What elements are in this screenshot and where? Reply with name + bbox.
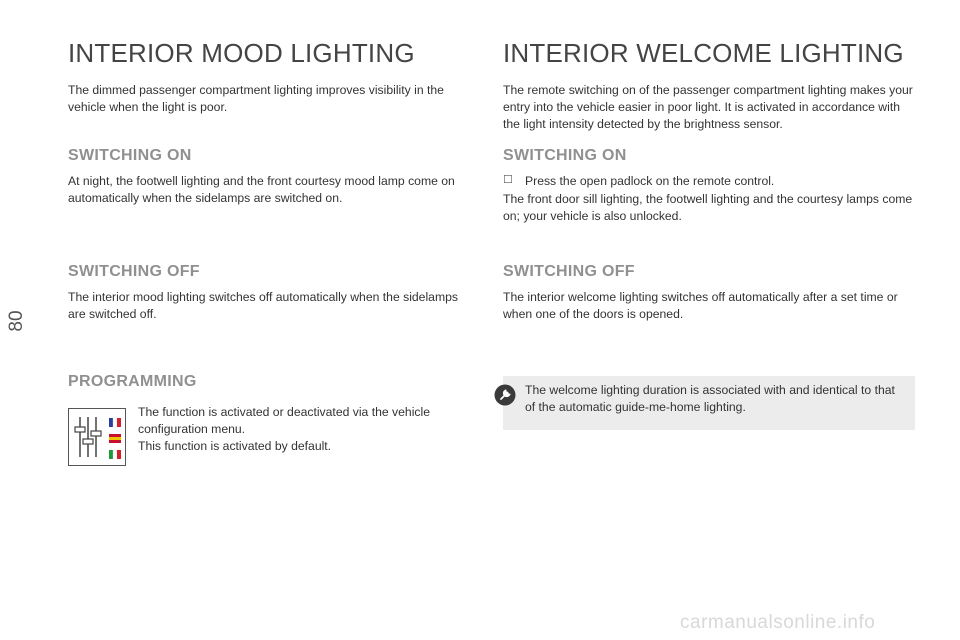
left-column: [68, 38, 468, 453]
left-switching-on-text: At night, the footwell lighting and the front courtesy mood lamp come on automatically when the sidelamps are switched on.: [68, 174, 455, 205]
right-intro: The remote switching on of the passenger compartment lighting makes your entry into the vehicle easier in poor light. It is activated in accordance with the light intensity detected by the brightness sensor.: [503, 83, 913, 131]
right-switching-on-text: The front door sill lighting, the footwell lighting and the courtesy lamps come on; your vehicle is also unlocked.: [503, 192, 913, 223]
configuration-menu-icon: [68, 408, 126, 466]
programming-heading: PROGRAMMING: [68, 373, 197, 390]
left-intro: The dimmed passenger compartment lighting improves visibility in the vehicle when the light is poor.: [68, 83, 444, 114]
left-switching-off-heading: SWITCHING OFF: [68, 263, 200, 280]
right-title: INTERIOR WELCOME LIGHTING: [503, 38, 904, 68]
wrench-info-icon: [494, 384, 516, 406]
left-title: INTERIOR MOOD LIGHTING: [68, 38, 415, 68]
right-switching-on-bullet-text: Press the open padlock on the remote control.: [525, 174, 775, 188]
left-switching-on-heading: SWITCHING ON: [68, 147, 192, 164]
right-switching-off-heading: SWITCHING OFF: [503, 263, 635, 280]
programming-text-2: This function is activated by default.: [138, 439, 332, 453]
right-switching-on-heading: SWITCHING ON: [503, 147, 627, 164]
right-switching-off-text: The interior welcome lighting switches off automatically after a set time or when one of the doors is opened.: [503, 290, 898, 321]
checkbox-bullet-icon: ☐: [503, 174, 513, 186]
right-column: [503, 38, 918, 414]
page-number: 80: [6, 310, 27, 332]
info-text: The welcome lighting duration is associated with and identical to that of the automatic guide-me-home lighting.: [525, 383, 895, 414]
left-switching-off-text: The interior mood lighting switches off automatically when the sidelamps are switched off.: [68, 290, 458, 321]
programming-text-1: The function is activated or deactivated via the vehicle configuration menu.: [138, 405, 430, 436]
watermark: carmanualsonline.info: [680, 612, 876, 633]
right-switching-on-bullet: [503, 173, 774, 190]
info-box: [503, 376, 915, 430]
